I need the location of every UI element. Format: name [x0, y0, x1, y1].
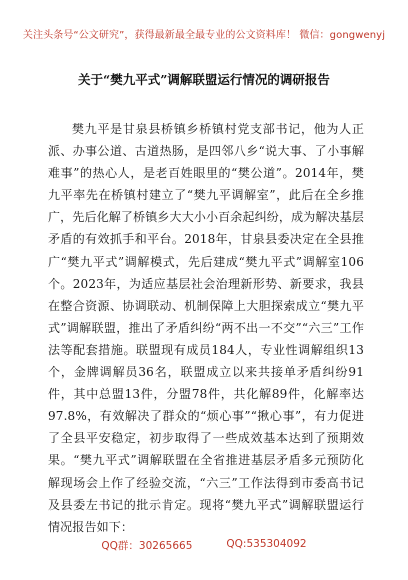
body-paragraph: 樊九平是甘泉县桥镇乡桥镇村党支部书记，他为人正派、办事公道、古道热肠，是四邻八乡“说大事、了小事解难事”的热心人，是老百姓眼里的“樊公道”。2014年，樊九平率先在桥镇村建立了“樊九平调解室”，此后在全乡推广，先后化解了桥镇乡大大小小百余起纠纷，成为解决基层矛盾的有效抓手和平台。2018年，甘泉县委决定在全县推广“樊九平式”调解模式，先后建成“樊九平式”调解室106个。2023年，为适应基层社会治理新形势、新要求，我县在整合资源、协调联动、机制保障上大胆探索成立“樊九平式”调解联盟，推出了矛盾纠纷“两不出一不交”“六三”工作法等配套措施。联盟现有成员184人，专业性调解组织13个，金牌调解员36名，联盟成立以来共接单矛盾纠纷91件，其中总盟13件，分盟78件，共化解89件，化解率达97.8%，有效解决了群众的“烦心事”“揪心事”，有力促进了全县平安稳定，初步取得了一些成效基本达到了预期效果。“樊九平式”调解联盟在全省推进基层矛盾多元预防化解现场会上作了经验交流，“六三”工作法得到市委高书记及县委左书记的批示肯定。现将“樊九平式”调解联盟运行情况报告如下： [48, 122, 364, 534]
document-body [48, 118, 364, 538]
footer-qq-contact: QQ:535304092 [226, 538, 307, 550]
footer [0, 538, 408, 553]
footer-qq-group: QQ群：30265665 [101, 540, 193, 552]
document-title: 关于“樊九平式”调解联盟运行情况的调研报告 [78, 72, 330, 87]
header-banner: 关注头条号“公文研究”，获得最新最全最专业的公文资料库！ 微信：gongwenyj [22, 30, 386, 41]
